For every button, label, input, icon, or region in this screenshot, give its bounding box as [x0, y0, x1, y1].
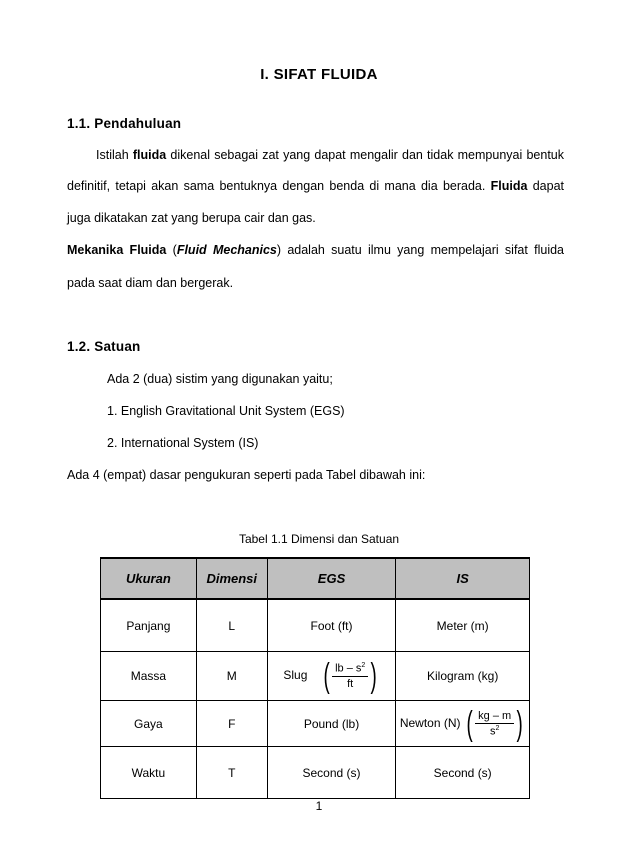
paragraph-line	[67, 178, 564, 194]
text-span: dikenal sebagai zat yang dapat mengalir dan tidak mempunyai bentuk	[166, 148, 564, 162]
list-item: 1. English Gravitational Unit System (EGS)	[107, 404, 345, 418]
table-cell: M	[196, 652, 267, 701]
unit-text: Slug	[283, 668, 308, 683]
table-cell	[267, 652, 396, 701]
paragraph-line: Ada 4 (empat) dasar pengukuran seperti pada Tabel dibawah ini:	[67, 468, 426, 482]
text-span: ) adalah suatu ilmu yang mempelajari sifat fluida	[276, 243, 565, 257]
table-row	[101, 599, 530, 652]
fraction-denominator	[490, 724, 499, 738]
fraction-numerator	[332, 662, 368, 677]
paragraph-line: pada saat diam dan bergerak.	[67, 276, 234, 290]
unit-text: Newton (N)	[399, 715, 461, 730]
column-header: EGS	[267, 558, 396, 599]
fraction-denominator: ft	[347, 677, 354, 690]
numerator-text: lb – s	[335, 662, 362, 675]
table-caption: Tabel 1.1 Dimensi dan Satuan	[238, 532, 400, 546]
column-header: Dimensi	[196, 558, 267, 599]
table-cell: L	[196, 599, 267, 652]
paragraph-line: juga dikatakan zat yang berupa cair dan gas.	[67, 211, 316, 225]
dimension-table	[100, 557, 530, 799]
section-heading-satuan: 1.2. Satuan	[67, 339, 141, 354]
column-header: IS	[396, 558, 530, 599]
fraction-body	[332, 662, 368, 690]
table-cell: Second (s)	[267, 747, 396, 799]
fraction-body	[475, 710, 514, 738]
text-span: definitif, tetapi akan sama bentuknya dengan benda di mana dia berada.	[67, 179, 491, 193]
bold-term: fluida	[132, 148, 167, 162]
table-cell: Pound (lb)	[267, 701, 396, 747]
paragraph-line	[67, 242, 564, 258]
bold-term: Fluida	[490, 179, 528, 193]
table-header-row	[101, 558, 530, 599]
table-cell	[396, 701, 530, 747]
paragraph-line: Ada 2 (dua) sistim yang digunakan yaitu;	[107, 372, 333, 386]
text-span: (	[166, 243, 177, 257]
denominator-text: s	[489, 725, 496, 738]
exponent: 2	[495, 724, 500, 732]
table-cell: Meter (m)	[396, 599, 530, 652]
right-paren: )	[516, 704, 523, 743]
left-paren: (	[323, 657, 330, 695]
paragraph-line	[96, 147, 564, 163]
column-header: Ukuran	[101, 558, 197, 599]
table-cell: Kilogram (kg)	[396, 652, 530, 701]
page-number: 1	[315, 799, 323, 813]
table-cell: Massa	[101, 652, 197, 701]
unit-fraction	[464, 704, 526, 743]
table-row	[101, 652, 530, 701]
table-cell: Second (s)	[396, 747, 530, 799]
unit-fraction	[321, 659, 380, 693]
exponent: 2	[361, 662, 366, 670]
bold-term: Mekanika Fluida	[67, 243, 167, 257]
table-cell: Panjang	[101, 599, 197, 652]
table-cell: F	[196, 701, 267, 747]
text-span: dapat	[527, 179, 564, 193]
right-paren: )	[370, 657, 378, 695]
italic-term: Fluid Mechanics	[176, 243, 277, 257]
left-paren: (	[466, 704, 473, 743]
list-item: 2. International System (IS)	[107, 436, 259, 450]
section-heading-pendahuluan: 1.1. Pendahuluan	[67, 116, 182, 131]
table-row	[101, 701, 530, 747]
table-cell: Waktu	[101, 747, 197, 799]
table-row	[101, 747, 530, 799]
text-span: Istilah	[96, 148, 133, 162]
table-cell: Gaya	[101, 701, 197, 747]
page-title: I. SIFAT FLUIDA	[260, 66, 378, 83]
table-cell: T	[196, 747, 267, 799]
table-cell: Foot (ft)	[267, 599, 396, 652]
fraction-numerator: kg – m	[475, 710, 514, 724]
